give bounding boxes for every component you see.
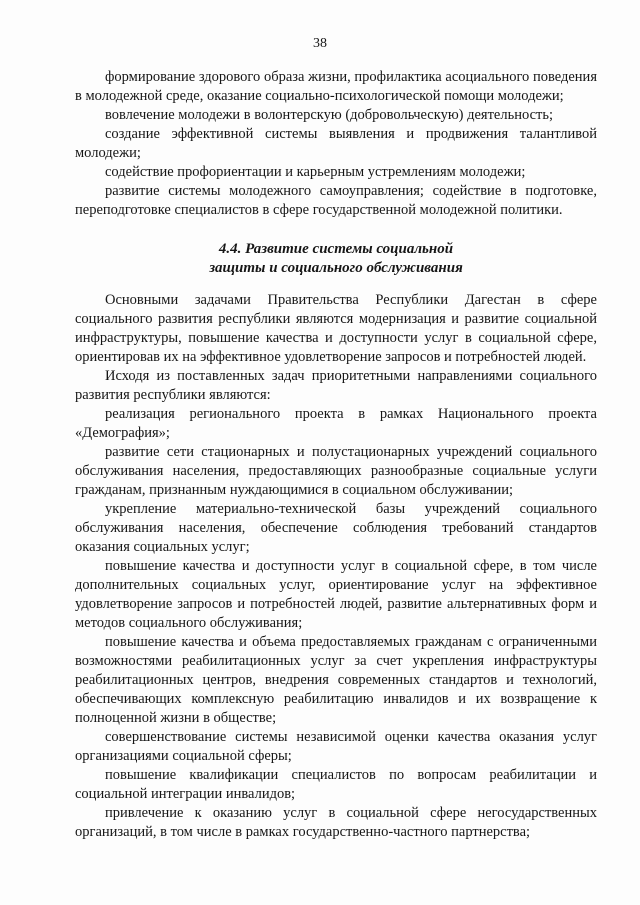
paragraph: реализация регионального проекта в рамках Национального проекта «Демография»;	[75, 406, 597, 441]
paragraph: повышение квалификации специалистов по вопросам реабилитации и социальной интеграции инвалидов;	[75, 767, 597, 802]
paragraph: Исходя из поставленных задач приоритетными направлениями социального развития республики являются:	[75, 368, 597, 403]
molodezh-list	[75, 68, 597, 220]
paragraph: привлечение к оказанию услуг в социальной сфере негосударственных организаций, в том числе в рамках государственно-частного партнерства;	[75, 805, 597, 840]
paragraph: содействие профориентации и карьерным устремлениям молодежи;	[105, 164, 526, 180]
paragraph: создание эффективной системы выявления и продвижения талантливой молодежи;	[75, 126, 597, 161]
paragraph: развитие сети стационарных и полустационарных учреждений социального обслуживания населения, предоставляющих разнообразные социальные услуги гражданам, признанным нуждающимися в социальном обслуживании;	[75, 444, 597, 498]
paragraph: повышение качества и объема предоставляемых гражданам с ограниченными возможностями реабилитационных услуг за счет укрепления инфраструктуры реабилитационных центров, внедрения современных стандартов и технологий, обеспечивающих комплексную реабилитацию инвалидов и их возвращение к полноценной жизни в обществе;	[75, 634, 597, 726]
paragraph: повышение качества и доступности услуг в социальной сфере, в том числе дополнительных социальных услуг, ориентирование услуг на эффективное удовлетворение запросов и потребностей людей, развитие альтернативных форм и методов социального обслуживания;	[75, 558, 597, 631]
paragraph: совершенствование системы независимой оценки качества оказания услуг организациями социальной сферы;	[75, 729, 597, 764]
paragraph: развитие системы молодежного самоуправления; содействие в подготовке, переподготовке специалистов в сфере государственной молодежной политики.	[75, 183, 597, 218]
section-body	[75, 291, 597, 842]
section-heading-line-2: защиты и социального обслуживания	[209, 260, 463, 276]
paragraph: укрепление материально-технической базы учреждений социального обслуживания населения, обеспечение соблюдения требований стандартов оказания социальных услуг;	[75, 501, 597, 555]
paragraph: Основными задачами Правительства Республики Дагестан в сфере социального развития республики являются модернизация и развитие социальной инфраструктуры, повышение качества и доступности услуг в социальной сфере, ориентировав их на эффективное удовлетворение запросов и потребностей людей.	[75, 292, 597, 365]
section-heading	[75, 240, 597, 278]
paragraph: формирование здорового образа жизни, профилактика асоциального поведения в молодежной среде, оказание социально-психологической помощи молодежи;	[75, 69, 597, 104]
section-heading-line-1: 4.4. Развитие системы социальной	[218, 241, 454, 257]
paragraph: вовлечение молодежи в волонтерскую (добровольческую) деятельность;	[105, 107, 553, 123]
page-number: 38	[313, 36, 327, 51]
